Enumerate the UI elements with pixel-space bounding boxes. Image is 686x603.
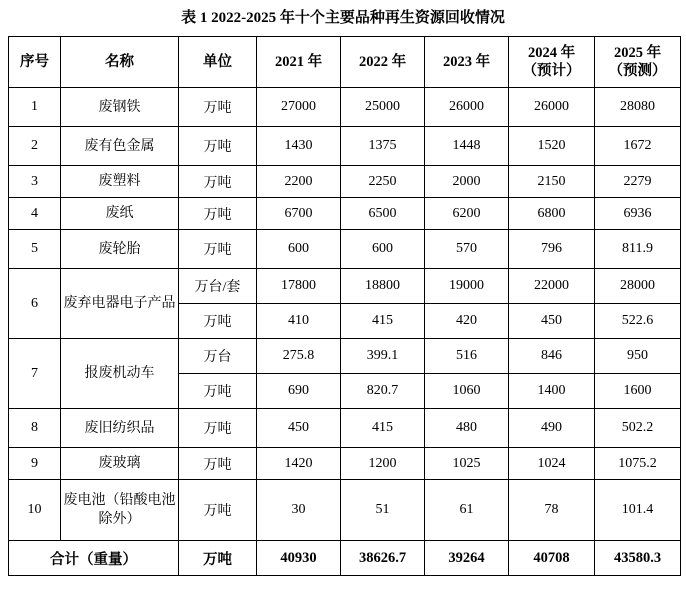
cell-2025: 950 [595,339,681,374]
cell-unit: 万吨 [179,304,257,339]
header-no: 序号 [9,37,61,88]
recycling-data-table [8,36,681,576]
table-row [9,127,681,166]
cell-2025: 522.6 [595,304,681,339]
cell-2021: 27000 [257,88,341,127]
header-2023: 2023 年 [425,37,509,88]
cell-2023: 420 [425,304,509,339]
cell-unit: 万吨 [179,198,257,230]
header-name: 名称 [61,37,179,88]
header-2024 [509,37,595,88]
cell-name: 废弃电器电子产品 [61,269,179,339]
cell-name: 废旧纺织品 [61,409,179,448]
cell-2021: 690 [257,374,341,409]
cell-no: 10 [9,480,61,541]
header-unit: 单位 [179,37,257,88]
total-2025: 43580.3 [595,541,681,576]
cell-2024: 22000 [509,269,595,304]
cell-2021: 600 [257,230,341,269]
table-row [9,448,681,480]
header-2022: 2022 年 [341,37,425,88]
cell-2022: 6500 [341,198,425,230]
cell-2023: 26000 [425,88,509,127]
cell-unit: 万吨 [179,480,257,541]
cell-2023: 2000 [425,166,509,198]
cell-2023: 61 [425,480,509,541]
cell-2022: 820.7 [341,374,425,409]
table-row [9,269,681,304]
cell-unit: 万吨 [179,166,257,198]
cell-name: 废钢铁 [61,88,179,127]
cell-2021: 450 [257,409,341,448]
cell-2023: 480 [425,409,509,448]
cell-2023: 570 [425,230,509,269]
cell-2024: 490 [509,409,595,448]
cell-2022: 18800 [341,269,425,304]
cell-2025: 811.9 [595,230,681,269]
table-row [9,480,681,541]
cell-2024: 26000 [509,88,595,127]
total-2022: 38626.7 [341,541,425,576]
cell-2021: 410 [257,304,341,339]
cell-2024: 78 [509,480,595,541]
header-2024-line1: 2024 年 [527,45,576,61]
table-title: 表 1 2022-2025 年十个主要品种再生资源回收情况 [181,10,505,26]
cell-2024: 846 [509,339,595,374]
total-label: 合计（重量） [9,541,179,576]
cell-unit: 万吨 [179,88,257,127]
cell-2021: 6700 [257,198,341,230]
total-2023: 39264 [425,541,509,576]
header-2024-line2: （预计） [522,63,581,79]
cell-2025: 1600 [595,374,681,409]
cell-2023: 1448 [425,127,509,166]
cell-name: 废轮胎 [61,230,179,269]
cell-2022: 1375 [341,127,425,166]
cell-no: 9 [9,448,61,480]
cell-unit: 万台/套 [179,269,257,304]
cell-name: 废玻璃 [61,448,179,480]
cell-unit: 万台 [179,339,257,374]
cell-no: 8 [9,409,61,448]
cell-2024: 2150 [509,166,595,198]
cell-unit: 万吨 [179,230,257,269]
cell-2025: 28000 [595,269,681,304]
cell-2025: 28080 [595,88,681,127]
cell-no: 4 [9,198,61,230]
cell-2025: 101.4 [595,480,681,541]
header-2021: 2021 年 [257,37,341,88]
cell-2021: 17800 [257,269,341,304]
cell-2022: 2250 [341,166,425,198]
table-row [9,230,681,269]
cell-2024: 1520 [509,127,595,166]
cell-no: 3 [9,166,61,198]
cell-2022: 600 [341,230,425,269]
cell-unit: 万吨 [179,448,257,480]
table-header-row [9,37,681,88]
cell-no: 1 [9,88,61,127]
cell-unit: 万吨 [179,374,257,409]
table-row [9,88,681,127]
table-row [9,409,681,448]
cell-2021: 2200 [257,166,341,198]
cell-2024: 1400 [509,374,595,409]
cell-2024: 450 [509,304,595,339]
cell-2022: 51 [341,480,425,541]
cell-2025: 1075.2 [595,448,681,480]
cell-2023: 1060 [425,374,509,409]
cell-2024: 796 [509,230,595,269]
cell-2021: 1430 [257,127,341,166]
cell-no: 7 [9,339,61,409]
cell-2022: 25000 [341,88,425,127]
cell-name: 废纸 [61,198,179,230]
cell-2024: 6800 [509,198,595,230]
table-row [9,166,681,198]
cell-2025: 2279 [595,166,681,198]
cell-2022: 415 [341,304,425,339]
cell-2025: 1672 [595,127,681,166]
header-2025-line2: （预测） [608,63,667,79]
cell-name: 废电池（铅酸电池除外） [61,480,179,541]
cell-2021: 275.8 [257,339,341,374]
cell-2023: 1025 [425,448,509,480]
cell-unit: 万吨 [179,127,257,166]
total-2021: 40930 [257,541,341,576]
table-total-row [9,541,681,576]
cell-2025: 502.2 [595,409,681,448]
cell-2021: 30 [257,480,341,541]
cell-2024: 1024 [509,448,595,480]
table-row [9,339,681,374]
cell-name: 废有色金属 [61,127,179,166]
cell-no: 6 [9,269,61,339]
cell-2023: 516 [425,339,509,374]
cell-no: 5 [9,230,61,269]
total-unit: 万吨 [179,541,257,576]
cell-unit: 万吨 [179,409,257,448]
cell-2022: 1200 [341,448,425,480]
total-2024: 40708 [509,541,595,576]
cell-2022: 415 [341,409,425,448]
cell-name: 报废机动车 [61,339,179,409]
cell-2022: 399.1 [341,339,425,374]
header-2025 [595,37,681,88]
cell-2021: 1420 [257,448,341,480]
table-row [9,198,681,230]
cell-2023: 6200 [425,198,509,230]
header-2025-line1: 2025 年 [613,45,662,61]
cell-no: 2 [9,127,61,166]
cell-2025: 6936 [595,198,681,230]
cell-2023: 19000 [425,269,509,304]
cell-name: 废塑料 [61,166,179,198]
